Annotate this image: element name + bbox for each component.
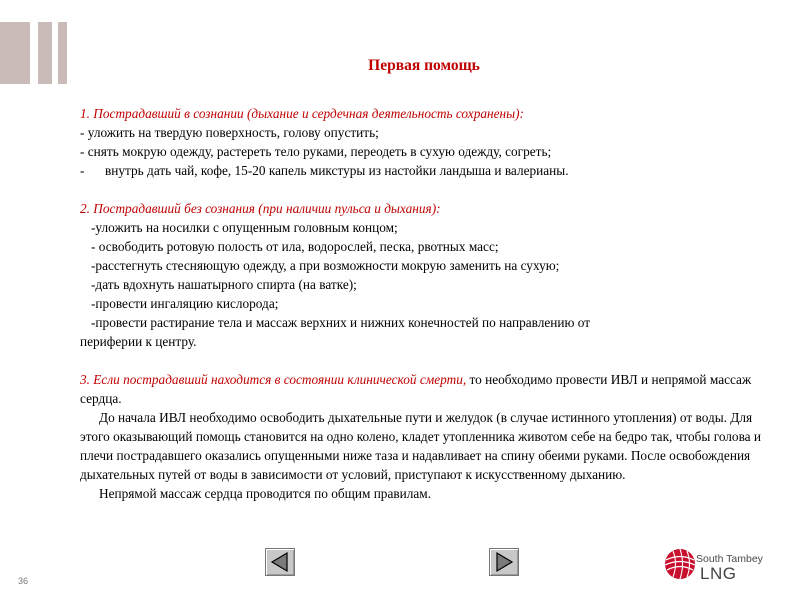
- section3-paragraph-1: До начала ИВЛ необходимо освободить дыхательные пути и желудок (в случае истинного утопления) от воды. Для этого оказывающий помощь становится на одно колено, кладет утопленника животом себе на бедро так, чтобы голова и плечи пострадавшего оказались опущенными ниже таза и надавливает на спину обеими руками. После освобождения дыхательных путей от воды в зависимости от условий, приступают к искусственному дыханию.: [80, 410, 762, 482]
- section1-line-3: [80, 161, 770, 180]
- section2-line-3: -расстегнуть стесняющую одежду, а при возможности мокрую заменить на сухую;: [91, 258, 560, 273]
- triangle-right-icon: [490, 549, 518, 575]
- previous-slide-button[interactable]: [265, 548, 295, 576]
- section2-line-1: -уложить на носилки с опущенным головным концом;: [91, 220, 398, 235]
- section2-line-6a: -провести растирание тела и массаж верхних и нижних конечностей по направлению от: [91, 315, 591, 330]
- section2-line-5: -провести ингаляцию кислорода;: [91, 296, 279, 311]
- section3-intro: [80, 370, 770, 408]
- page-number: 36: [18, 576, 29, 586]
- page-title: Первая помощь: [368, 57, 480, 74]
- section2-line-2: - освободить ротовую полость от ила, водорослей, песка, рвотных масс;: [91, 239, 499, 254]
- logo-text-lng: LNG: [700, 564, 737, 583]
- globe-logo-icon: [662, 544, 698, 584]
- section2-line-6b: периферии к центру.: [80, 334, 197, 349]
- section2-heading: 2. Пострадавший без сознания (при наличии пульса и дыхания):: [80, 201, 441, 216]
- section3-heading: 3. Если пострадавший находится в состоянии клинической смерти,: [80, 372, 467, 387]
- company-logo: [662, 544, 782, 584]
- section1-line-3-text: внутрь дать чай, кофе, 15-20 капель микстуры из настойки ландыша и валерианы.: [105, 163, 569, 178]
- section1-heading: 1. Пострадавший в сознании (дыхание и сердечная деятельность сохранены):: [80, 106, 524, 121]
- section1-line-3-dash: -: [80, 163, 85, 178]
- section1-line-1: - уложить на твердую поверхность, голову опустить;: [80, 125, 379, 140]
- section1-line-2: - снять мокрую одежду, растереть тело руками, переодеть в сухую одежду, согреть;: [80, 144, 552, 159]
- section3-heading-rest: то необходимо провести ИВЛ и непрямой массаж сердца.: [80, 372, 752, 406]
- content-body: [80, 104, 770, 503]
- next-slide-button[interactable]: [489, 548, 519, 576]
- section2-line-4: -дать вдохнуть нашатырного спирта (на ватке);: [91, 277, 357, 292]
- section3-paragraph-2: Непрямой массаж сердца проводится по общим правилам.: [99, 486, 432, 501]
- triangle-left-icon: [266, 549, 294, 575]
- logo-text-south-tambey: South Tambey: [696, 553, 763, 565]
